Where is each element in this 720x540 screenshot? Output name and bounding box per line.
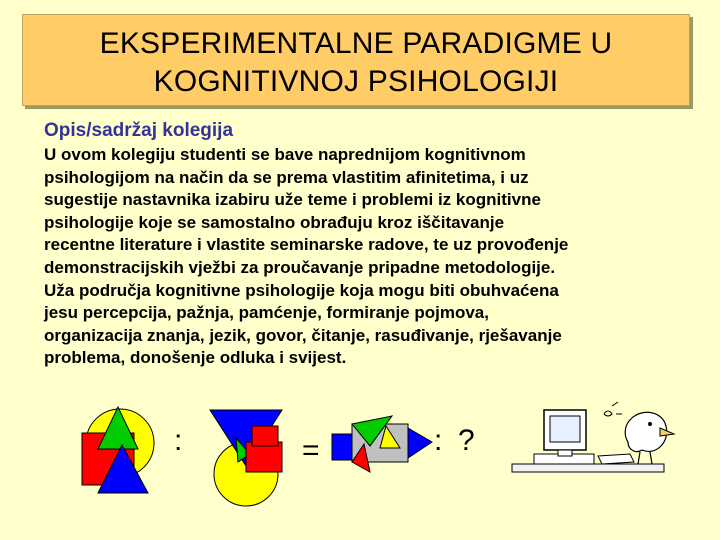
body-line: psihologije koje se samostalno obrađuju kroz iščitavanje	[44, 212, 505, 232]
puzzle-figure-2	[208, 408, 288, 518]
body-line: organizacija znanja, jezik, govor, čitanje, rasuđivanje, rješavanje	[44, 325, 562, 345]
title-box	[22, 14, 690, 106]
divide-sign-2: :	[434, 424, 443, 457]
body-line: demonstracijskih vježbi za proučavanje pripadne metodologije.	[44, 257, 556, 277]
body-line: psihologijom na način da se prema vlastitim afinitetima, i uz	[44, 167, 529, 187]
body-text	[44, 144, 694, 370]
body-line: U ovom kolegiju studenti se bave naprednijom kognitivnom	[44, 145, 526, 164]
equals-sign: =	[302, 434, 320, 467]
body-line: recentne literature i vlastite seminarske radove, te uz provođenje	[44, 235, 569, 255]
puzzle-figure-3	[330, 414, 434, 480]
body-line: Uža područja kognitivne psihologije koja mogu biti obuhvaćena	[44, 280, 559, 300]
body-line: sugestije nastavnika izabiru uže teme i problemi iz kognitivne	[44, 190, 541, 210]
section-heading: Opis/sadržaj kolegija	[44, 120, 234, 141]
computer-clipart-icon	[510, 392, 690, 482]
body-line: jesu percepcija, pažnja, pamćenje, formiranje pojmova,	[44, 303, 489, 323]
body-line: problema, donošenje odluka i svijest.	[44, 348, 347, 368]
title-line-2: KOGNITIVNOJ PSIHOLOGIJI	[153, 65, 559, 98]
puzzle-figure-1	[78, 405, 168, 495]
question-mark: ?	[458, 424, 475, 457]
divide-sign-1: :	[174, 424, 183, 457]
title-line-1: EKSPERIMENTALNE PARADIGME U	[99, 27, 613, 60]
